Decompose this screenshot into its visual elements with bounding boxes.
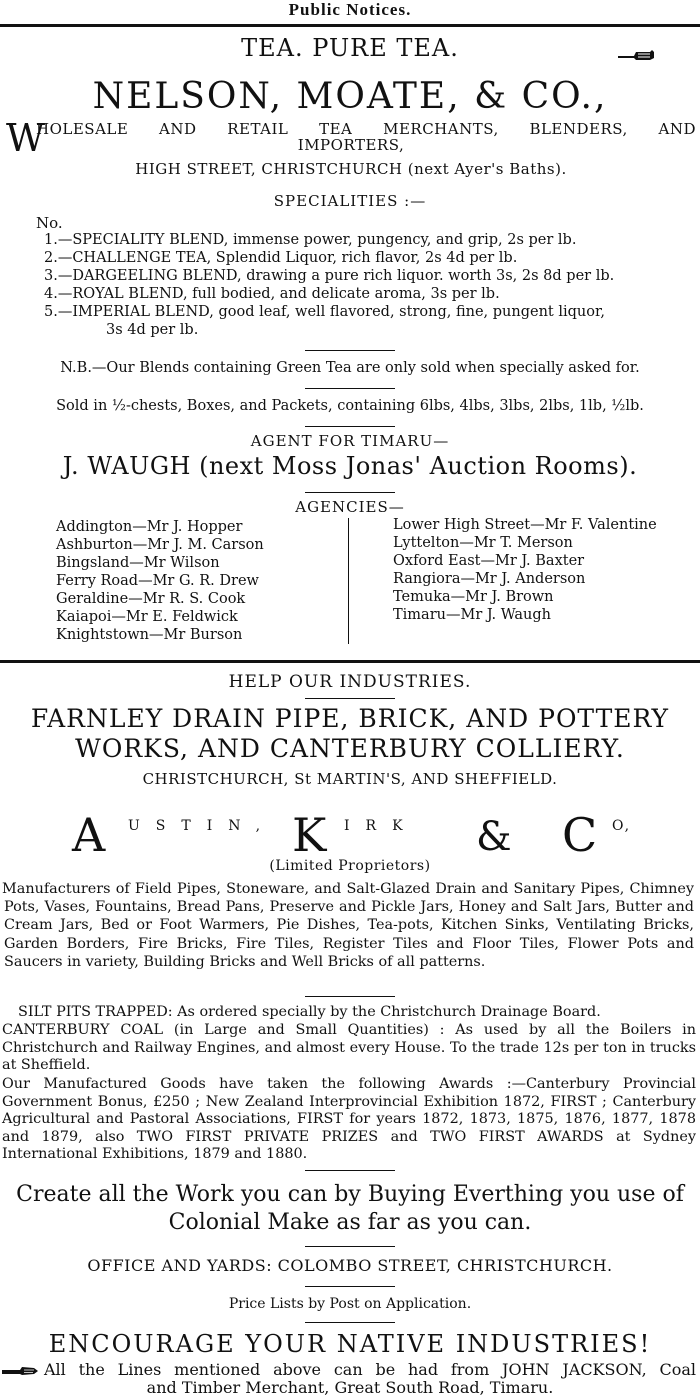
pottery-headline: HELP OUR INDUSTRIES. bbox=[228, 672, 472, 692]
speciality-item: 1.—SPECIALITY BLEND, immense power, pungency, and grip, 2s per lb. bbox=[44, 232, 577, 248]
agency-entry: Addington—Mr J. Hopper bbox=[56, 519, 243, 535]
ad-separator-rule bbox=[0, 660, 700, 663]
coal-paragraph: CANTERBURY COAL (in Large and Small Quantities) : As used by all the Boilers in Christchurch and Railway Engines, and almost every House. To the trade 12s per ton in trucks at Sheffield. bbox=[2, 1022, 696, 1074]
divider bbox=[305, 492, 395, 493]
agency-entry: Timaru—Mr J. Waugh bbox=[393, 607, 552, 623]
divider bbox=[305, 996, 395, 997]
agency-entry: Geraldine—Mr R. S. Cook bbox=[56, 591, 246, 607]
pointing-hand-icon bbox=[616, 44, 656, 64]
speciality-item: 3.—DARGEELING BLEND, drawing a pure rich liquor. worth 3s, 2s 8d per lb. bbox=[44, 268, 615, 284]
divider bbox=[305, 698, 395, 699]
brand-initial: C bbox=[562, 808, 598, 862]
agent-heading: AGENT FOR TIMARU— bbox=[250, 432, 450, 450]
divider bbox=[305, 1286, 395, 1287]
works-title-line-1: FARNLEY DRAIN PIPE, BRICK, AND POTTERY bbox=[30, 704, 670, 733]
packaging-note: Sold in ½-chests, Boxes, and Packets, containing 6lbs, 4lbs, 3lbs, 2lbs, 1lb, ½lb. bbox=[56, 398, 644, 414]
limited-proprietors: (Limited Proprietors) bbox=[269, 858, 431, 874]
brand-word: USTIN, bbox=[128, 818, 277, 834]
brand-ampersand: & bbox=[476, 814, 512, 860]
speciality-item: 2.—CHALLENGE TEA, Splendid Liquor, rich flavor, 2s 4d per lb. bbox=[44, 250, 518, 266]
agency-entry: Lower High Street—Mr F. Valentine bbox=[393, 517, 657, 533]
divider bbox=[305, 350, 395, 351]
section-masthead: Public Notices. bbox=[288, 0, 412, 19]
office-address: OFFICE AND YARDS: COLOMBO STREET, CHRISTCHURCH. bbox=[87, 1256, 613, 1275]
divider bbox=[305, 1322, 395, 1323]
divider bbox=[305, 1246, 395, 1247]
tea-description-line-2: IMPORTERS, bbox=[297, 136, 405, 154]
tea-firm-name: NELSON, MOATE, & CO., bbox=[92, 76, 608, 117]
agencies-left-column bbox=[56, 518, 264, 644]
products-paragraph: Manufacturers of Field Pipes, Stoneware, and Salt-Glazed Drain and Sanitary Pipes, Chimney Pots, Vases, Fountains, Bread Pans, Preserve and Pickle Jars, Honey and Salt Jars, Butter and Cream Jars, Bed or Foot Warmers, Pie Dishes, Tea-pots, Kitchen Sinks, Ventilating Bricks, Garden Borders, Fire Bricks, Fire Tiles, Register Tiles and Floor Tiles, Flower Pots and Saucers in variety, Building Bricks and Well Bricks of all patterns. bbox=[2, 881, 694, 970]
agencies-divider bbox=[348, 518, 349, 644]
tea-headline: TEA. PURE TEA. bbox=[241, 34, 459, 62]
brand-word: IRK bbox=[344, 818, 419, 834]
agency-entry: Bingsland—Mr Wilson bbox=[56, 555, 220, 571]
price-lists-note: Price Lists by Post on Application. bbox=[228, 1296, 472, 1312]
agencies-right-column bbox=[393, 516, 657, 624]
agency-entry: Oxford East—Mr J. Baxter bbox=[393, 553, 585, 569]
brand-word: O, bbox=[612, 818, 632, 834]
agent-name: J. WAUGH (next Moss Jonas' Auction Rooms). bbox=[62, 452, 638, 480]
green-tea-note: N.B.—Our Blends containing Green Tea are only sold when specially asked for. bbox=[60, 360, 640, 376]
tea-description-line-1: HOLESALE AND RETAIL TEA MERCHANTS, BLENDERS, AND bbox=[36, 120, 696, 138]
slogan-line-1: Create all the Work you can by Buying Everthing you use of bbox=[16, 1182, 684, 1207]
masthead-rule bbox=[0, 24, 700, 27]
specialities-heading: SPECIALITIES :— bbox=[273, 192, 427, 210]
brand-initial: A bbox=[72, 808, 106, 862]
agency-entry: Ferry Road—Mr G. R. Drew bbox=[56, 573, 259, 589]
silt-pits-notice: SILT PITS TRAPPED: As ordered specially by the Christchurch Drainage Board. bbox=[18, 1004, 601, 1020]
agency-entry: Ashburton—Mr J. M. Carson bbox=[56, 537, 264, 553]
agency-entry: Temuka—Mr J. Brown bbox=[393, 589, 554, 605]
awards-paragraph: Our Manufactured Goods have taken the following Awards :—Canterbury Provincial Government Bonus, £250 ; New Zealand Interprovincial Exhibition 1872, FIRST ; Canterbury Agricultural and Pastoral Associations, FIRST for years 1872, 1873, 1875, 1876, 1877, 1878 and 1879, also TWO FIRST PRIVATE PRIZES and TWO FIRST AWARDS at Sydney International Exhibitions, 1879 and 1880. bbox=[2, 1076, 696, 1163]
agency-entry: Rangiora—Mr J. Anderson bbox=[393, 571, 586, 587]
works-title-line-2: WORKS, AND CANTERBURY COLLIERY. bbox=[75, 734, 625, 763]
encourage-headline: ENCOURAGE YOUR NATIVE INDUSTRIES! bbox=[48, 1330, 652, 1358]
brand-initial: K bbox=[292, 808, 327, 862]
agencies-heading: AGENCIES— bbox=[295, 498, 405, 516]
tea-address: HIGH STREET, CHRISTCHURCH (next Ayer's Baths). bbox=[135, 160, 567, 178]
agency-entry: Lyttelton—Mr T. Merson bbox=[393, 535, 573, 551]
slogan-line-2: Colonial Make as far as you can. bbox=[168, 1210, 532, 1235]
divider bbox=[305, 426, 395, 427]
divider bbox=[305, 1170, 395, 1171]
speciality-item: 4.—ROYAL BLEND, full bodied, and delicate aroma, 3s per lb. bbox=[44, 286, 500, 302]
agency-entry: Knightstown—Mr Burson bbox=[56, 627, 243, 643]
number-label: No. bbox=[36, 214, 63, 232]
stockist-line-2: and Timber Merchant, Great South Road, Timaru. bbox=[146, 1378, 554, 1397]
stockist-line-1: All the Lines mentioned above can be had from JOHN JACKSON, Coal bbox=[44, 1360, 696, 1379]
agency-entry: Kaiapoi—Mr E. Feldwick bbox=[56, 609, 238, 625]
speciality-item-continuation: 3s 4d per lb. bbox=[106, 322, 199, 338]
drop-cap: W bbox=[6, 116, 46, 160]
works-locations: CHRISTCHURCH, St MARTIN'S, AND SHEFFIELD. bbox=[142, 770, 558, 788]
speciality-item: 5.—IMPERIAL BLEND, good leaf, well flavored, strong, fine, pungent liquor, bbox=[44, 304, 605, 320]
divider bbox=[305, 388, 395, 389]
